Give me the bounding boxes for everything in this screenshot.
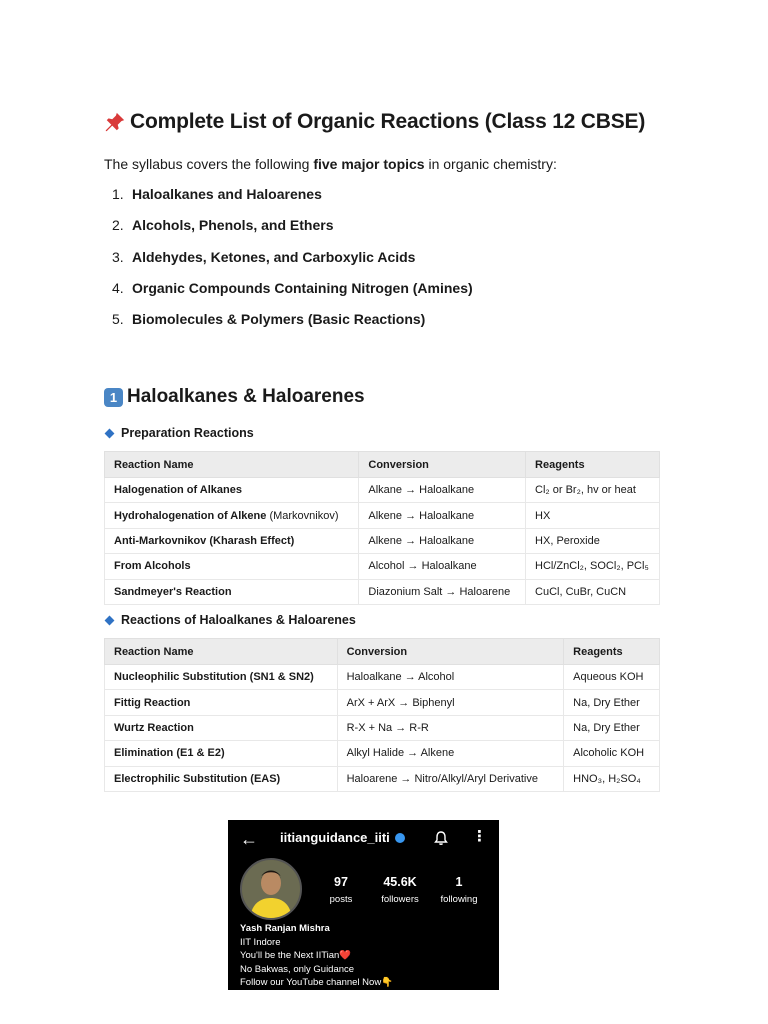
following-stat[interactable] xyxy=(436,875,482,905)
list-number: 2. xyxy=(112,217,124,234)
table-row xyxy=(105,554,660,579)
column-header: Reaction Name xyxy=(105,639,338,665)
conversion-cell: Diazonium Salt → Haloarene xyxy=(359,579,526,604)
number-one-icon: 1 xyxy=(104,388,123,407)
handle-text: iitianguidance_iiti xyxy=(280,830,390,845)
table-row xyxy=(105,665,660,690)
table-row xyxy=(105,715,660,740)
list-number: 1. xyxy=(112,186,124,202)
table-row xyxy=(105,579,660,604)
table-row xyxy=(105,528,660,553)
bell-icon[interactable] xyxy=(433,830,449,846)
reagents-cell: Aqueous KOH xyxy=(564,665,660,690)
bio-line: No Bakwas, only Guidance xyxy=(240,963,355,975)
profile-handle xyxy=(280,830,405,845)
intro-prefix: The syllabus covers the following xyxy=(104,156,314,172)
table-row xyxy=(105,741,660,766)
column-header: Conversion xyxy=(337,639,564,665)
conversion-cell: ArX + ArX → Biphenyl xyxy=(337,690,564,715)
followers-count: 45.6K xyxy=(383,875,417,889)
column-header: Conversion xyxy=(359,452,526,478)
bio-line: Follow our YouTube channel Now👇 xyxy=(240,977,394,989)
section-title xyxy=(104,386,365,408)
column-header: Reagents xyxy=(526,452,660,478)
reaction-name-cell: Sandmeyer's Reaction xyxy=(105,579,359,604)
followers-label: followers xyxy=(381,894,419,905)
table-row xyxy=(105,690,660,715)
list-item xyxy=(112,278,473,309)
blue-diamond-icon xyxy=(105,615,115,625)
conversion-cell: Alkene → Haloalkane xyxy=(359,503,526,528)
list-label: Biomolecules & Polymers (Basic Reactions) xyxy=(132,311,426,328)
more-options-icon[interactable]: ⋮ xyxy=(472,828,487,845)
list-label: Alcohols, Phenols, and Ethers xyxy=(132,217,334,234)
bio-line: You'll be the Next IITian❤️ xyxy=(240,950,352,962)
list-label: Haloalkanes and Haloarenes xyxy=(132,186,322,202)
reactions-heading xyxy=(104,613,356,627)
list-item xyxy=(112,309,473,340)
reaction-name-cell: Hydrohalogenation of Alkene (Markovnikov) xyxy=(105,503,359,528)
column-header: Reaction Name xyxy=(105,452,359,478)
followers-stat[interactable] xyxy=(376,875,424,905)
reaction-name-cell: Fittig Reaction xyxy=(105,690,338,715)
reactions-heading-text: Reactions of Haloalkanes & Haloarenes xyxy=(121,613,356,627)
conversion-cell: Alkyl Halide → Alkene xyxy=(337,741,564,766)
intro-text xyxy=(104,156,557,172)
list-label: Organic Compounds Containing Nitrogen (Amines) xyxy=(132,279,473,296)
intro-suffix: in organic chemistry: xyxy=(424,156,557,172)
posts-count: 97 xyxy=(334,875,348,889)
reagents-cell: HNO₃, H₂SO₄ xyxy=(564,766,660,791)
page-title-text: Complete List of Organic Reactions (Class 12 CBSE) xyxy=(130,110,646,133)
reagents-cell: Alcoholic KOH xyxy=(564,741,660,766)
bio-name: Yash Ranjan Mishra xyxy=(240,923,330,934)
intro-bold: five major topics xyxy=(313,156,425,172)
list-label: Aldehydes, Ketones, and Carboxylic Acids xyxy=(132,248,416,265)
reaction-name-cell: Anti-Markovnikov (Kharash Effect) xyxy=(105,528,359,553)
reagents-cell: Cl₂ or Br₂, hv or heat xyxy=(526,478,660,503)
avatar[interactable] xyxy=(240,858,302,920)
following-count: 1 xyxy=(455,875,463,889)
reaction-name-cell: Elimination (E1 & E2) xyxy=(105,741,338,766)
verified-badge-icon xyxy=(395,833,405,843)
table-row xyxy=(105,766,660,791)
posts-label: posts xyxy=(329,894,353,905)
conversion-cell: Alcohol → Haloalkane xyxy=(359,554,526,579)
list-item xyxy=(112,247,473,278)
preparation-table xyxy=(104,451,660,605)
reagents-cell: HX xyxy=(526,503,660,528)
following-label: following xyxy=(440,894,478,905)
page-title xyxy=(104,110,645,134)
reaction-name-cell: Wurtz Reaction xyxy=(105,715,338,740)
profile-bio xyxy=(240,922,393,990)
reagents-cell: Na, Dry Ether xyxy=(564,715,660,740)
reactions-table xyxy=(104,638,660,792)
reagents-cell: Na, Dry Ether xyxy=(564,690,660,715)
conversion-cell: Alkene → Haloalkane xyxy=(359,528,526,553)
list-number: 3. xyxy=(112,248,124,265)
conversion-cell: Haloarene → Nitro/Alkyl/Aryl Derivative xyxy=(337,766,564,791)
list-number: 5. xyxy=(112,311,124,328)
list-item xyxy=(112,184,473,215)
list-number: 4. xyxy=(112,279,124,296)
conversion-cell: R-X + Na → R-R xyxy=(337,715,564,740)
posts-stat[interactable] xyxy=(326,875,356,905)
table-header-row xyxy=(105,452,660,478)
section-title-text: Haloalkanes & Haloarenes xyxy=(127,386,365,407)
reaction-name-cell: Nucleophilic Substitution (SN1 & SN2) xyxy=(105,665,338,690)
reaction-name-cell: Electrophilic Substitution (EAS) xyxy=(105,766,338,791)
reagents-cell: HCl/ZnCl₂, SOCl₂, PCl₅ xyxy=(526,554,660,579)
preparation-heading-text: Preparation Reactions xyxy=(121,426,254,440)
reaction-name-cell: Halogenation of Alkanes xyxy=(105,478,359,503)
table-row xyxy=(105,503,660,528)
bio-line: IIT Indore xyxy=(240,936,281,948)
conversion-cell: Alkane → Haloalkane xyxy=(359,478,526,503)
instagram-profile-card xyxy=(228,820,499,990)
list-item xyxy=(112,215,473,246)
table-header-row xyxy=(105,639,660,665)
reaction-name-cell: From Alcohols xyxy=(105,554,359,579)
preparation-heading xyxy=(104,426,254,440)
reagents-cell: HX, Peroxide xyxy=(526,528,660,553)
table-row xyxy=(105,478,660,503)
blue-diamond-icon xyxy=(105,428,115,438)
back-arrow-icon[interactable]: ← xyxy=(240,829,258,849)
reagents-cell: CuCl, CuBr, CuCN xyxy=(526,579,660,604)
column-header: Reagents xyxy=(564,639,660,665)
topic-list xyxy=(112,184,473,340)
pushpin-icon xyxy=(104,111,126,133)
conversion-cell: Haloalkane → Alcohol xyxy=(337,665,564,690)
